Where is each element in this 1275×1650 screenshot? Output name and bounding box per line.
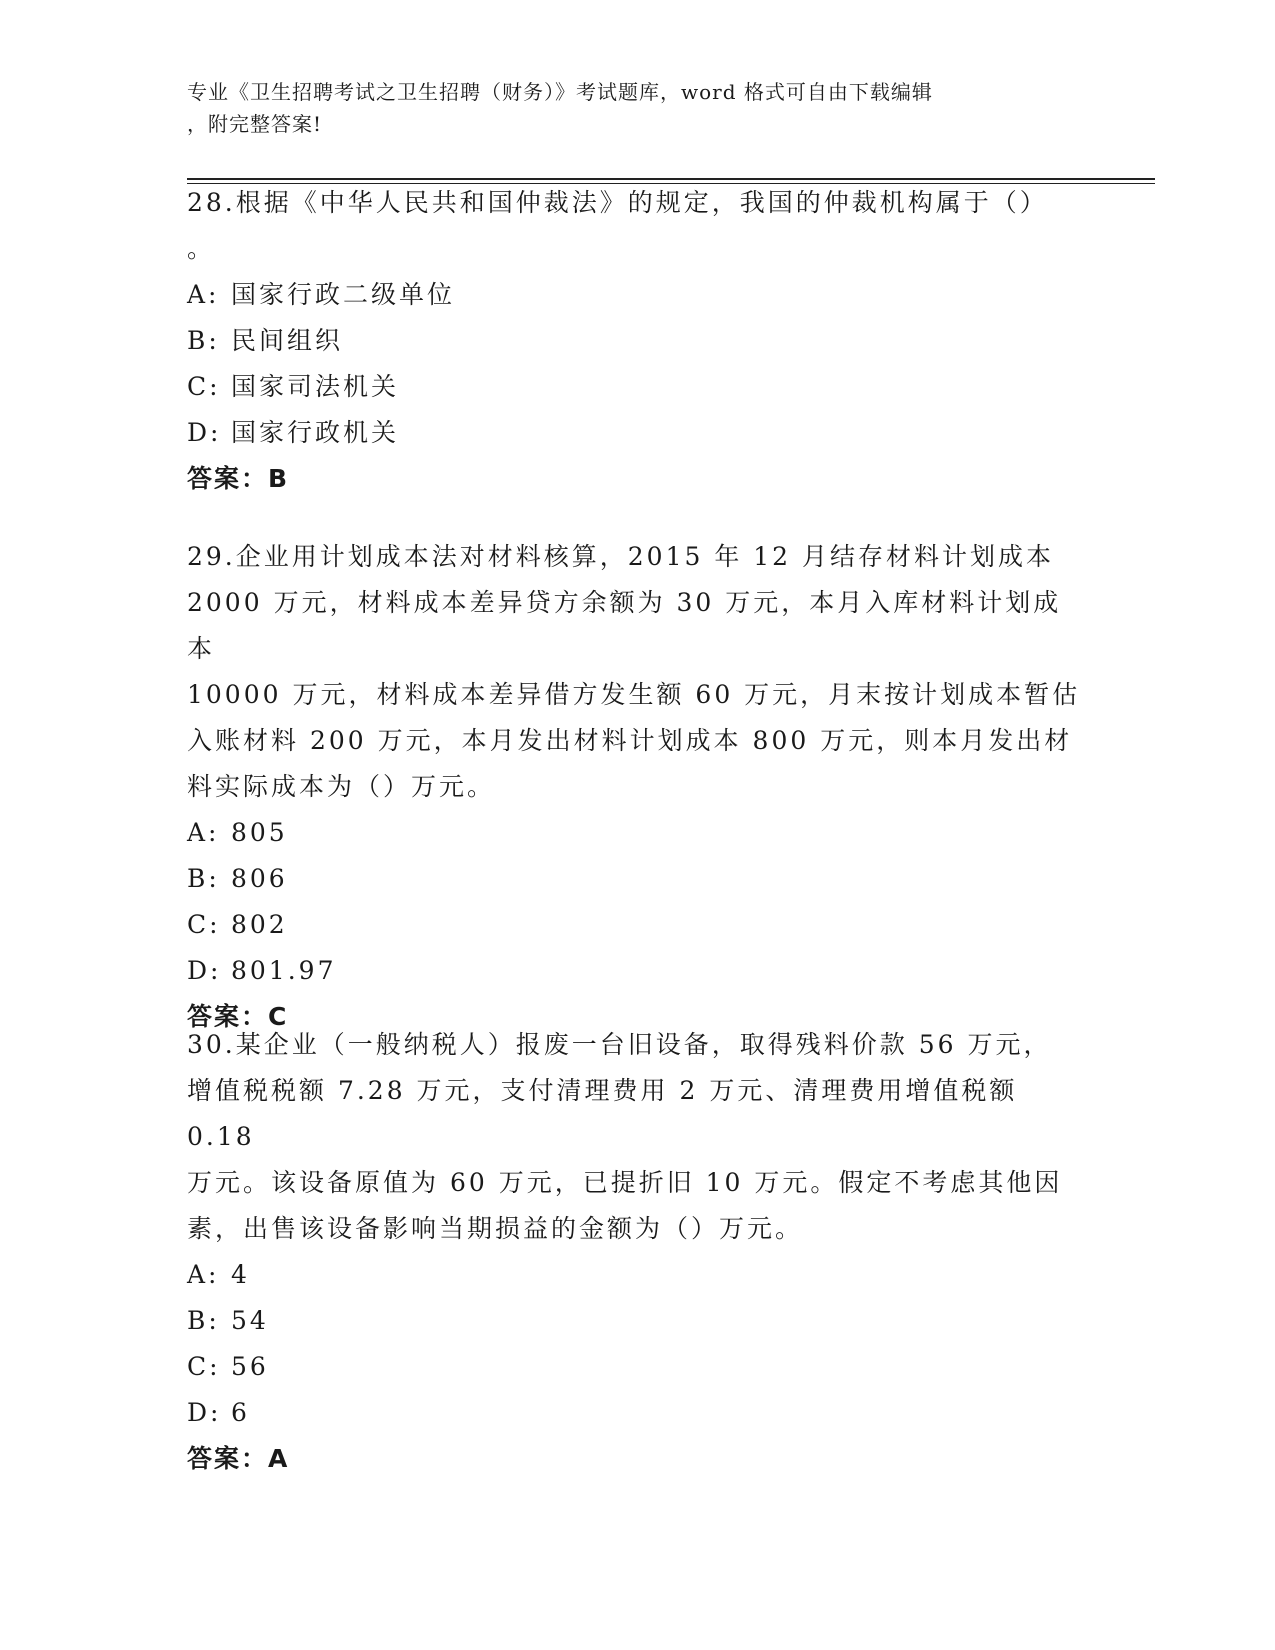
- option-d: [187, 410, 1087, 456]
- option-text: 802: [231, 910, 288, 939]
- option-label: A:: [187, 280, 220, 309]
- option-label: D:: [187, 1398, 222, 1427]
- answer-line: 答案：A: [187, 1444, 290, 1473]
- option-text: 6: [231, 1398, 250, 1427]
- question-stem-line: 素，出售该设备影响当期损益的金额为（）万元。: [187, 1214, 804, 1243]
- option-text: 801.97: [231, 956, 337, 985]
- option-label: C:: [187, 372, 221, 401]
- option-text: 54: [231, 1306, 269, 1335]
- question-stem-line: 10000 万元，材料成本差异借方发生额 60 万元，月末按计划成本暂估: [187, 680, 1081, 709]
- question-stem-line: 28.根据《中华人民共和国仲裁法》的规定，我国的仲裁机构属于（）: [187, 188, 1048, 217]
- option-c: [187, 364, 1087, 410]
- option-label: D:: [187, 956, 222, 985]
- question-stem-line: 料实际成本为（）万元。: [187, 772, 496, 801]
- option-text: 806: [231, 864, 288, 893]
- option-c: [187, 1344, 1087, 1390]
- answer-line: 答案：C: [187, 1002, 289, 1031]
- option-label: B:: [187, 864, 220, 893]
- option-text: 805: [231, 818, 288, 847]
- option-label: D:: [187, 418, 222, 447]
- option-a: [187, 272, 1087, 318]
- question-29: [187, 534, 1087, 1040]
- question-stem-line: 30.某企业（一般纳税人）报废一台旧设备，取得残料价款 56 万元，: [187, 1030, 1052, 1059]
- answer-line: 答案：B: [187, 464, 290, 493]
- document-header: [187, 76, 1087, 140]
- question-stem-line: 万元。该设备原值为 60 万元，已提折旧 10 万元。假定不考虑其他因: [187, 1168, 1063, 1197]
- option-label: B:: [187, 1306, 220, 1335]
- question-stem-line: 增值税税额 7.28 万元，支付清理费用 2 万元、清理费用增值税额 0.18: [187, 1076, 1018, 1151]
- header-line-2: ，附完整答案!: [187, 112, 323, 136]
- option-label: C:: [187, 910, 221, 939]
- option-text: 国家行政机关: [231, 418, 400, 447]
- option-label: C:: [187, 1352, 221, 1381]
- option-text: 国家行政二级单位: [231, 280, 456, 309]
- option-d: [187, 948, 1087, 994]
- option-label: A:: [187, 818, 220, 847]
- question-stem-line: 入账材料 200 万元，本月发出材料计划成本 800 万元，则本月发出材: [187, 726, 1073, 755]
- option-d: [187, 1390, 1087, 1436]
- option-c: [187, 902, 1087, 948]
- option-text: 民间组织: [231, 326, 344, 355]
- header-line-1: 专业《卫生招聘考试之卫生招聘（财务）》考试题库，word 格式可自由下载编辑: [187, 80, 933, 104]
- question-stem-line: 29.企业用计划成本法对材料核算，2015 年 12 月结存材料计划成本: [187, 542, 1055, 571]
- option-text: 国家司法机关: [231, 372, 400, 401]
- option-b: [187, 1298, 1087, 1344]
- option-text: 4: [231, 1260, 250, 1289]
- option-label: A:: [187, 1260, 220, 1289]
- question-stem-line: 。: [187, 234, 216, 263]
- option-b: [187, 856, 1087, 902]
- question-30: [187, 1022, 1087, 1482]
- option-a: [187, 1252, 1087, 1298]
- question-stem-line: 2000 万元，材料成本差异贷方余额为 30 万元，本月入库材料计划成本: [187, 588, 1062, 663]
- option-text: 56: [231, 1352, 269, 1381]
- option-a: [187, 810, 1087, 856]
- option-label: B:: [187, 326, 220, 355]
- option-b: [187, 318, 1087, 364]
- question-28: [187, 180, 1087, 502]
